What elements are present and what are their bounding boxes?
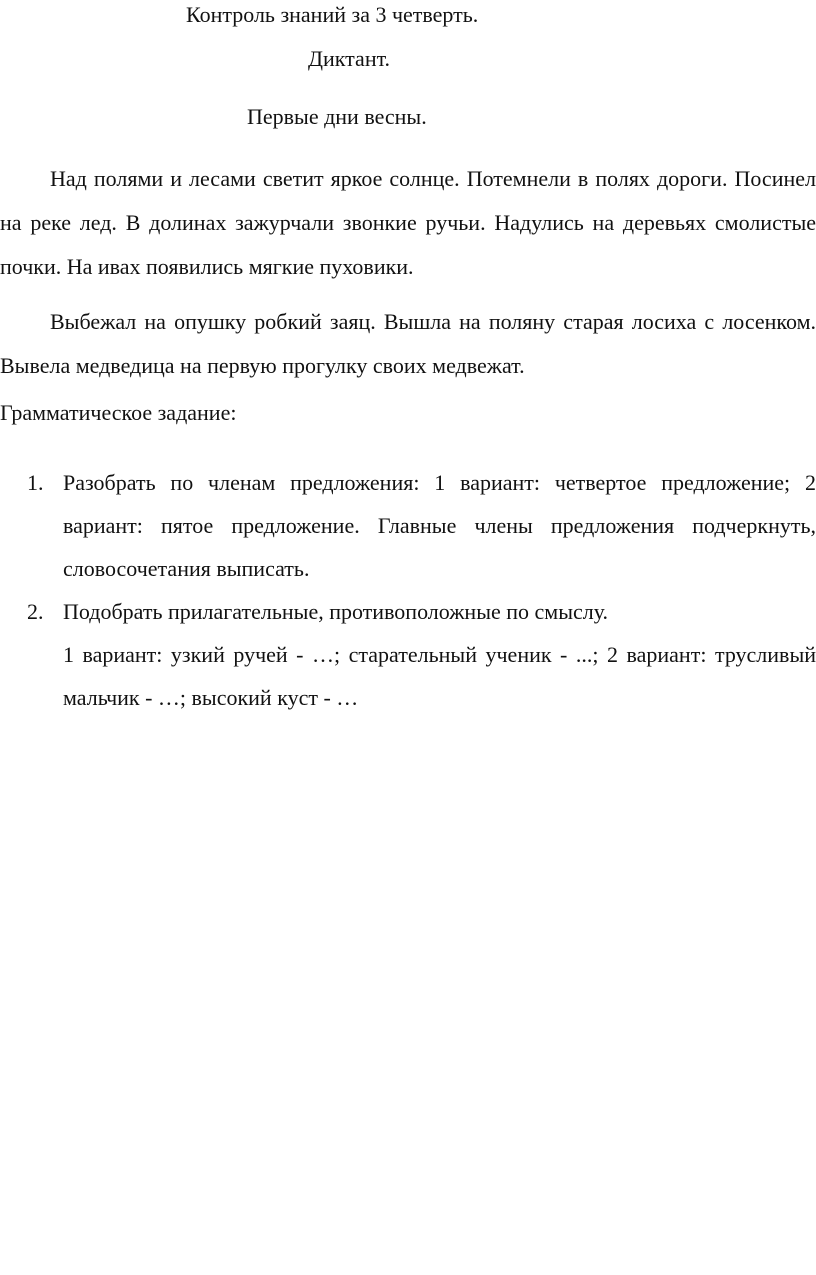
grammar-task-1: [0, 461, 816, 590]
document-subtitle: Диктант.: [308, 46, 391, 71]
task-number: 1.: [27, 470, 44, 495]
grammar-heading: Грамматическое задание:: [0, 400, 237, 425]
grammar-task-list: [0, 461, 816, 719]
task-variants: 1 вариант: узкий ручей - …; старательный ученик - ...; 2 вариант: трусливый мальчик - …; высокий куст - …: [63, 642, 816, 710]
task-text: Разобрать по членам предложения: 1 вариант: четвертое предложение; 2 вариант: пятое предложение. Главные члены предложения подчеркнуть, словосочетания выписать.: [63, 470, 816, 581]
grammar-task-2: [0, 590, 816, 719]
task-text: Подобрать прилагательные, противоположные по смыслу.: [63, 599, 609, 624]
dictation-title: Первые дни весны.: [247, 104, 427, 129]
document-title: Контроль знаний за 3 четверть.: [186, 2, 479, 27]
dictation-paragraph-1: Над полями и лесами светит яркое солнце. Потемнели в полях дороги. Посинел на реке лед. В долинах зажурчали звонкие ручьи. Надулись на деревьях смолистые почки. На ивах появились мягкие пуховики.: [0, 166, 816, 279]
task-number: 2.: [27, 599, 44, 624]
dictation-paragraph-2: Выбежал на опушку робкий заяц. Вышла на поляну старая лосиха с лосенком. Вывела медведица на первую прогулку своих медвежат.: [0, 309, 816, 378]
